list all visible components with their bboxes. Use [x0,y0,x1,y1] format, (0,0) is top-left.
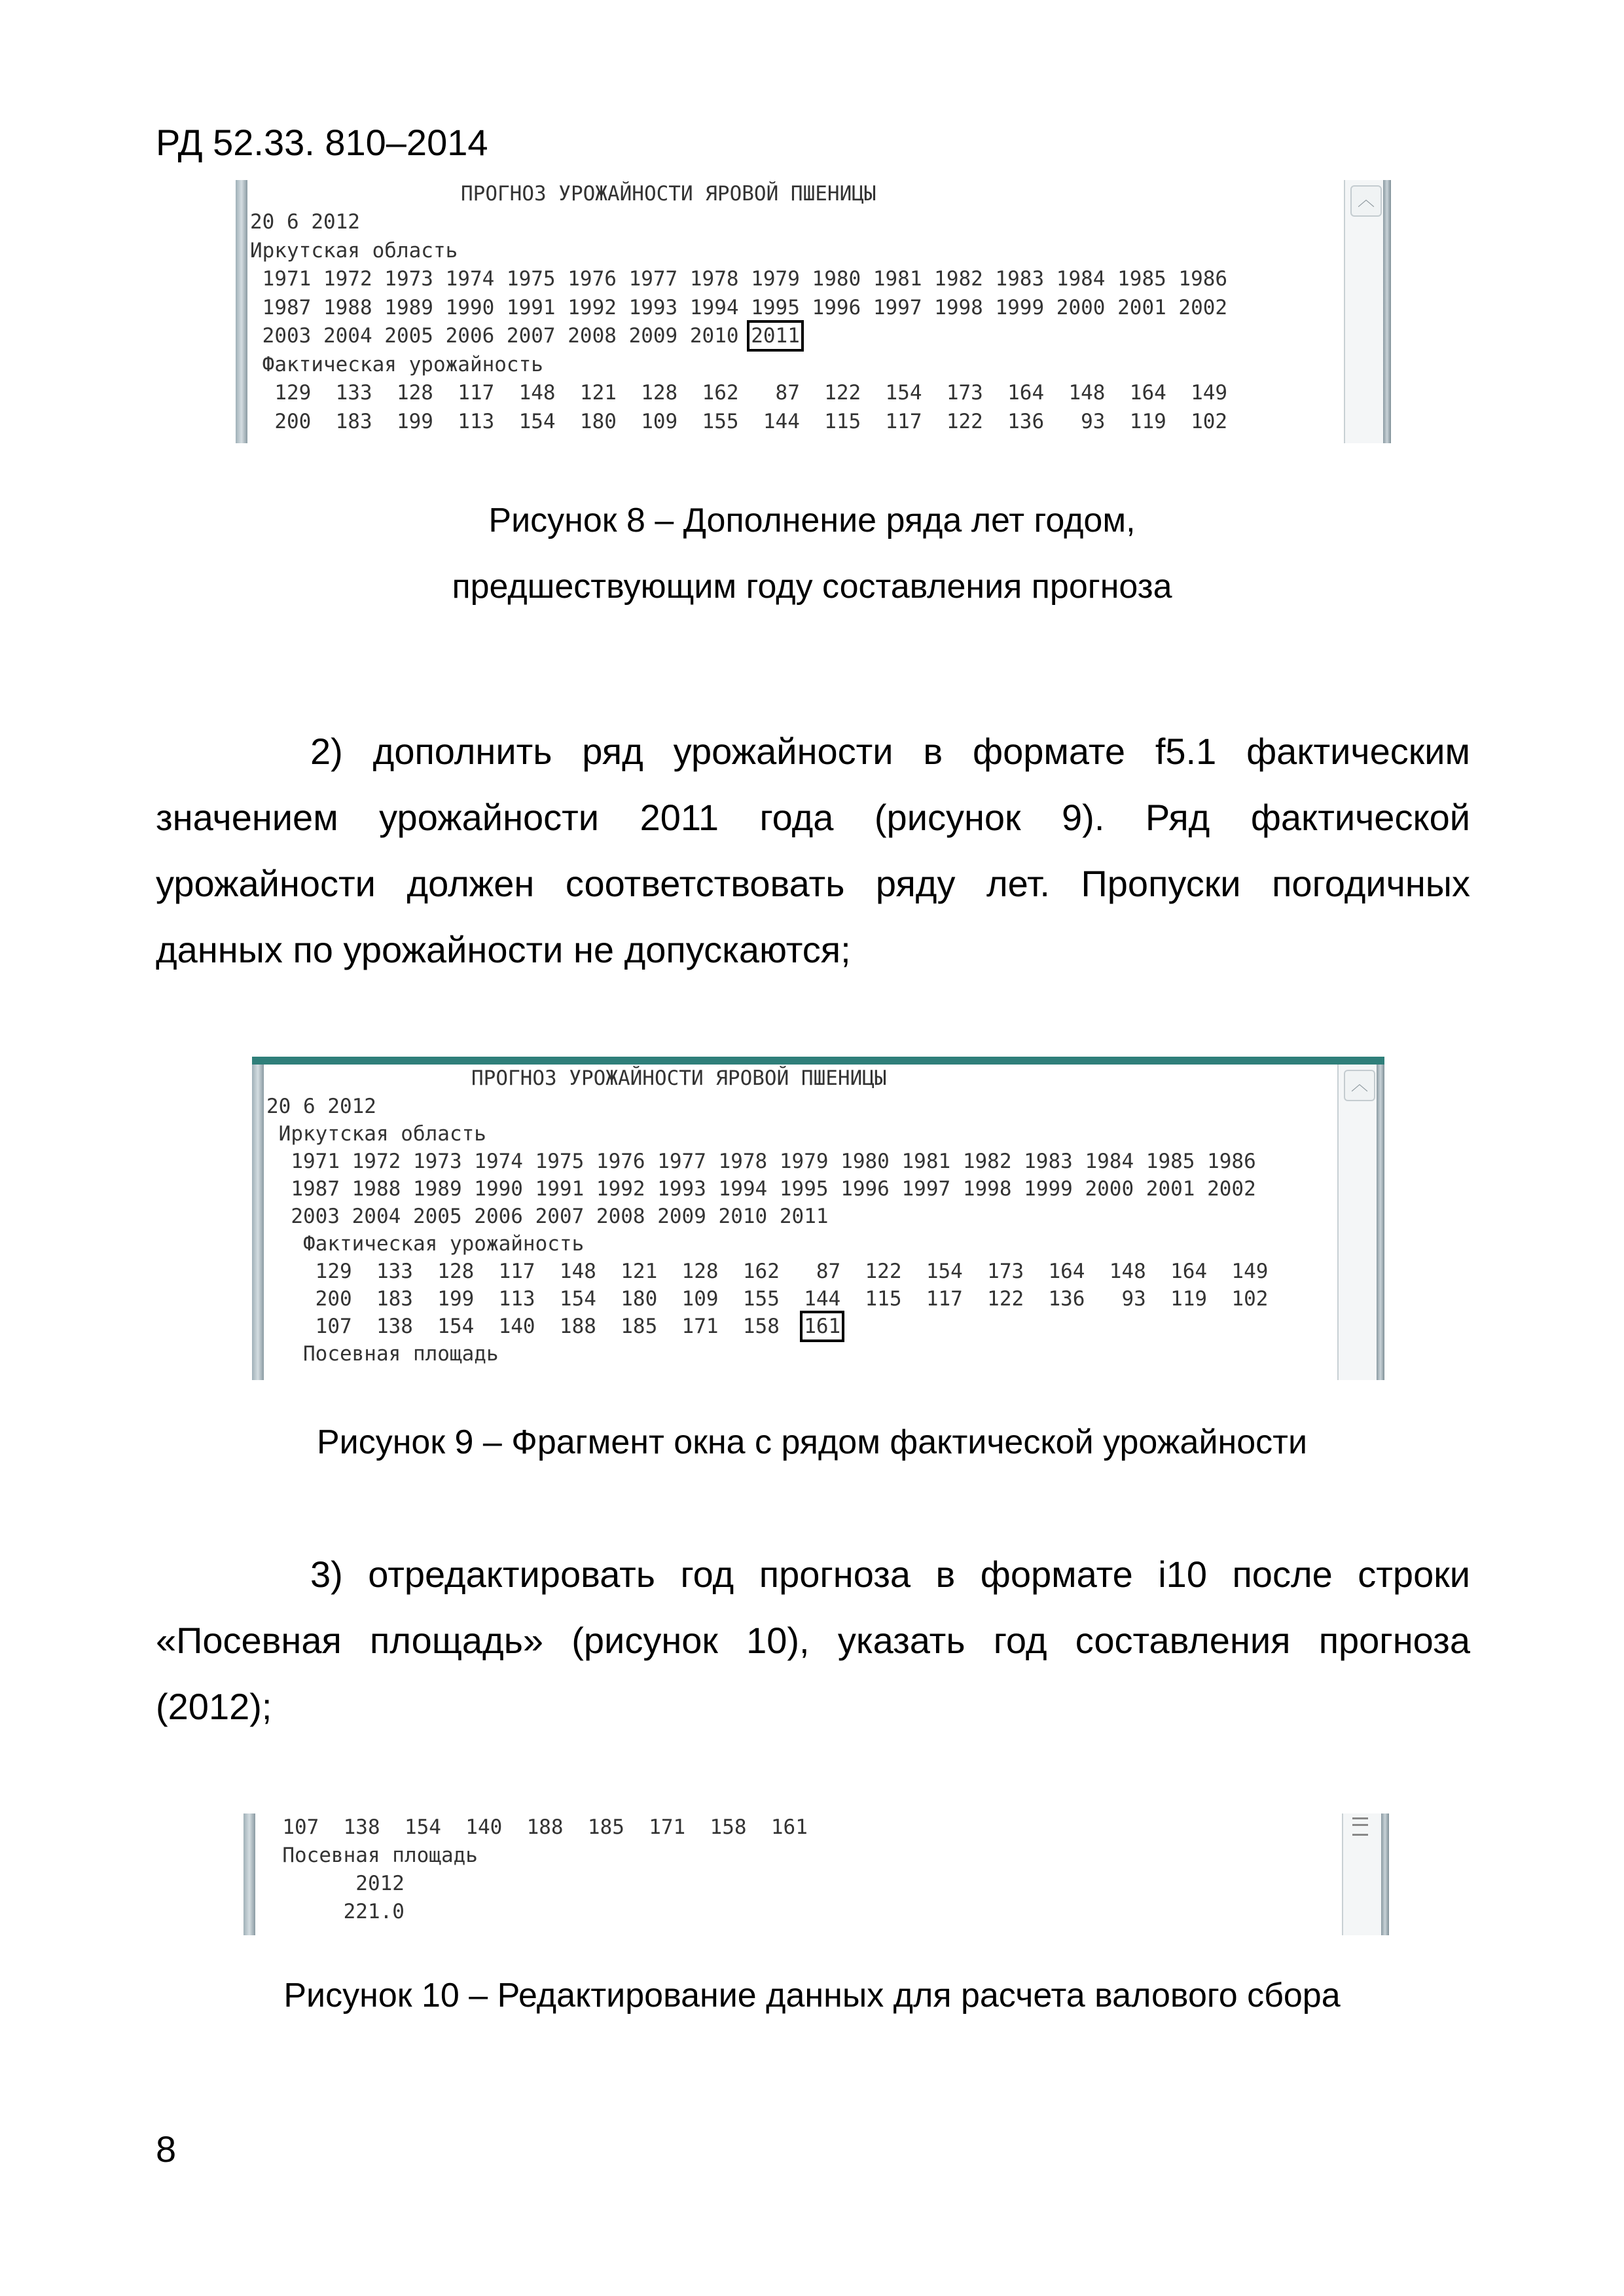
figure-10-window [244,1813,1389,1935]
yield-row: 200 183 199 113 154 180 109 155 144 115 117 122 136 93 119 102 [266,1287,1269,1311]
years-row: 1987 1988 1989 1990 1991 1992 1993 1994 1995 1996 1997 1998 1999 2000 2001 2002 [266,1177,1256,1201]
forecast-date: 20 6 2012 [250,210,360,234]
paragraph-line: 3) отредактировать год прогноза в формате i10 после строки [310,1554,1470,1595]
actual-yield-label: Фактическая урожайность [266,1232,585,1256]
scrollbar[interactable] [1344,180,1391,443]
window-left-border [244,1813,255,1935]
window-title-bar [252,1057,1384,1065]
years-row: 2003 2004 2005 2006 2007 2008 2009 2010 2011 [266,1205,829,1228]
forecast-title: ПРОГНОЗ УРОЖАЙНОСТИ ЯРОВОЙ ПШЕНИЦЫ [461,182,876,206]
years-row: 1971 1972 1973 1974 1975 1976 1977 1978 1979 1980 1981 1982 1983 1984 1985 1986 [266,1150,1256,1173]
figure-8-window [236,180,1391,443]
yield-row: 200 183 199 113 154 180 109 155 144 115 117 122 136 93 119 102 [250,410,1228,433]
forecast-year-field[interactable]: 2012 [258,1872,405,1895]
paragraph-2 [156,718,1470,983]
figure-9-window [252,1057,1384,1380]
paragraph-line: 2) дополнить ряд урожайности в формате f5.1 фактическим [310,731,1470,772]
region-name: Иркутская область [266,1122,486,1146]
paragraph-3 [156,1541,1470,1740]
document-header: РД 52.33. 810–2014 [156,122,488,163]
yield-row [266,1313,840,1341]
page-number: 8 [156,2128,177,2170]
scroll-grip-icon[interactable] [1352,1817,1368,1836]
scrollbar[interactable] [1342,1813,1389,1935]
figure-8-caption-line1: Рисунок 8 – Дополнение ряда лет годом, [488,501,1136,539]
years-row-prefix: 2003 2004 2005 2006 2007 2008 2009 2010 [250,324,751,348]
years-row [250,322,800,351]
sown-area-value: 221.0 [258,1900,405,1923]
yield-row: 129 133 128 117 148 121 128 162 87 122 154 173 164 148 164 149 [266,1260,1269,1283]
scroll-up-icon[interactable]: ︿ [1344,1070,1375,1101]
paragraph-line: данных по урожайности не допускаются; [156,929,851,970]
region-name: Иркутская область [250,239,458,263]
sown-area-label: Посевная площадь [266,1342,499,1366]
added-yield-highlight: 161 [804,1315,841,1338]
paragraph-line: урожайности должен соответствовать ряду лет. Пропуски погодичных [156,863,1470,904]
paragraph-line: (2012); [156,1686,272,1727]
yield-row-prefix: 107 138 154 140 188 185 171 158 [266,1315,804,1338]
window-left-border [252,1065,264,1380]
paragraph-line: значением урожайности 2011 года (рисунок 9). Ряд фактической [156,797,1470,838]
figure-8-caption-line2: предшествующим году составления прогноза [452,568,1172,606]
figure-9-caption: Рисунок 9 – Фрагмент окна с рядом фактической урожайности [316,1423,1308,1461]
actual-yield-label: Фактическая урожайность [250,353,543,376]
figure-10-caption: Рисунок 10 – Редактирование данных для расчета валового сбора [283,1977,1341,2014]
forecast-title: ПРОГНОЗ УРОЖАЙНОСТИ ЯРОВОЙ ПШЕНИЦЫ [471,1066,887,1090]
yield-row: 107 138 154 140 188 185 171 158 161 [258,1815,808,1839]
scroll-up-icon[interactable]: ︿ [1350,185,1382,217]
paragraph-line: «Посевная площадь» (рисунок 10), указать год составления прогноза [156,1620,1470,1661]
window-left-border [236,180,247,443]
years-row: 1971 1972 1973 1974 1975 1976 1977 1978 1979 1980 1981 1982 1983 1984 1985 1986 [250,267,1228,291]
sown-area-label: Посевная площадь [258,1844,478,1867]
forecast-date: 20 6 2012 [266,1095,376,1118]
added-year-highlight: 2011 [751,324,800,348]
years-row: 1987 1988 1989 1990 1991 1992 1993 1994 1995 1996 1997 1998 1999 2000 2001 2002 [250,296,1228,319]
yield-row: 129 133 128 117 148 121 128 162 87 122 154 173 164 148 164 149 [250,381,1228,405]
scrollbar[interactable] [1337,1065,1384,1380]
